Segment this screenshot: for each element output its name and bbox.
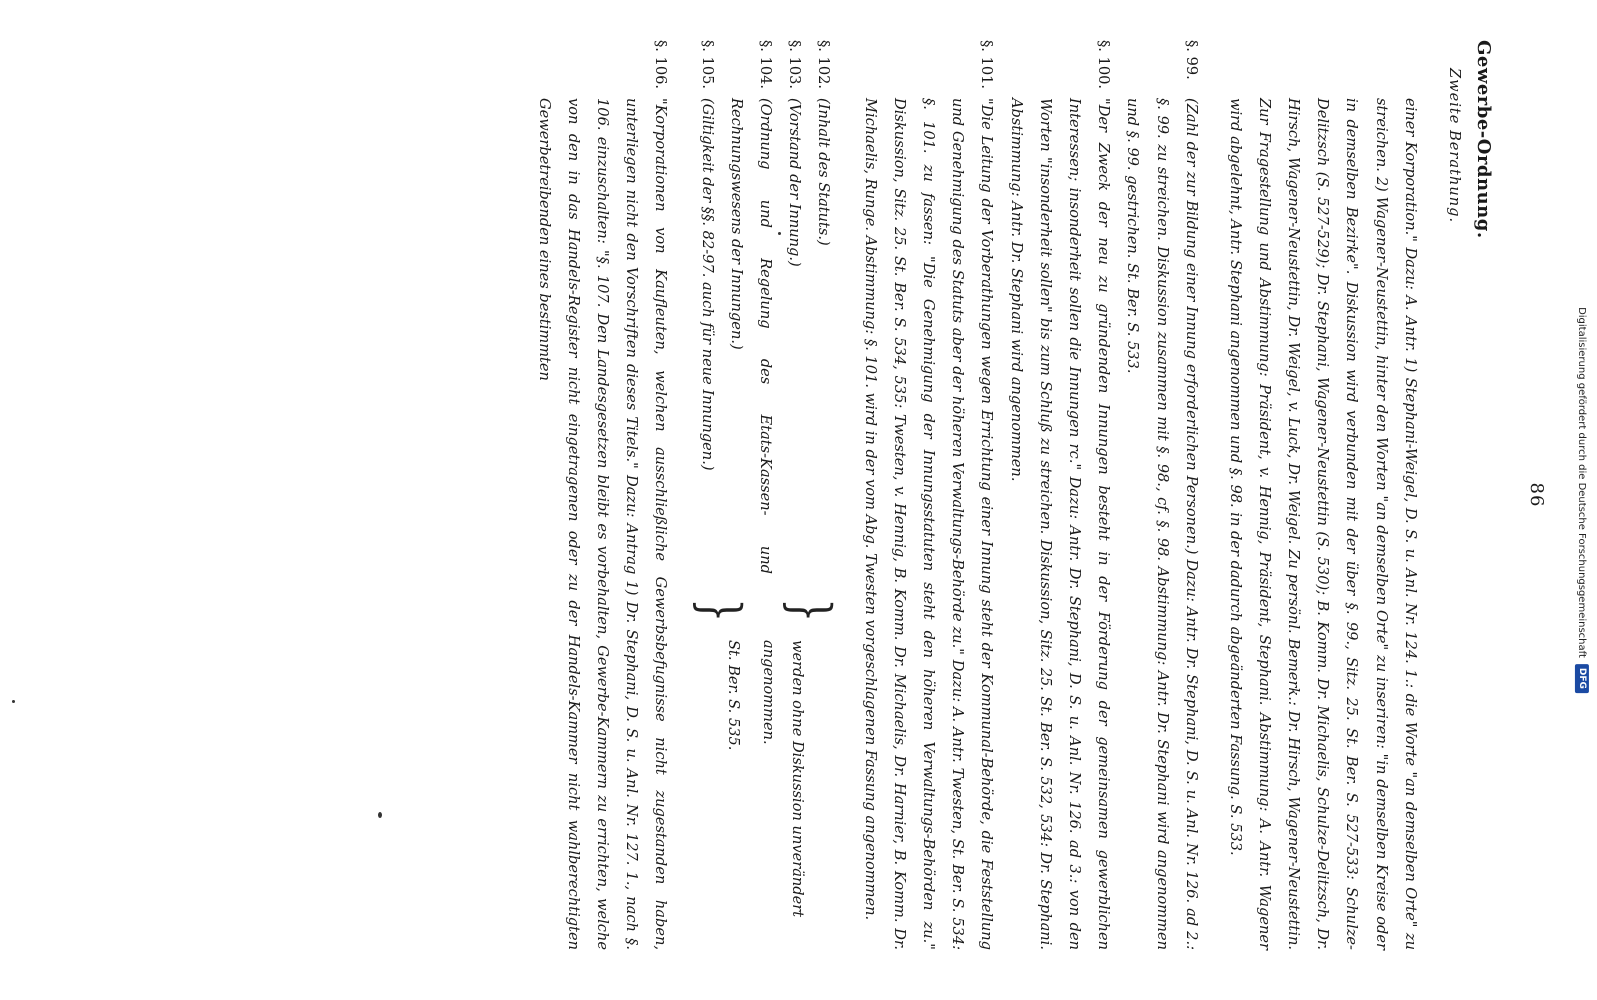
section-title: Gewerbe-Ordnung. [1472,40,1494,239]
grouped-reference: St. Ber. S. 535. [724,640,742,751]
scan-speck [778,232,781,235]
paragraph-100 [1001,40,1118,950]
paragraph-number: §. 100. [1094,40,1112,90]
brace-glyph: } [688,597,752,623]
grouped-description-line: werden ohne Diskussion unverändert [788,640,806,918]
paragraph-number: §. 99. [1182,40,1200,80]
paragraph-105 [692,40,721,580]
paragraph-text: (Zahl der zur Bildung einer Innung erforderlichen Personen.) Dazu: Antr. Dr. Stephani, D. S. u. Anl. Nr. 126. ad 2.: §. 99. zu streichen. Diskussion zusammen mit §. 98., cf. §. 98. Abstimmung: Antr. Dr. Stephani wird angenommen und §. 99. gestrichen. St. Ber. S. 533. [1123,98,1200,950]
paragraph-number: §. 102. [814,40,832,90]
digitization-notice-text: Digitalisierung gefördert durch die Deutsche Forschungsgemeinschaft [1576,307,1588,658]
intro-paragraph: einer Korporation." Dazu: A. Antr. 1) Stephani-Weigel, D. S. u. Anl. Nr. 124. 1.: die Worte "an demselben Orte" zu streichen. 2) Wagener-Neustettin, hinter den Worten "an demselben Orte" zu inseriren: "in demselben Kreise oder in demselben Bezirke". Diskussion wird verbunden mit der über §. 99., Sitz. 25. St. Ber. S. 527-533: Schulze-Delitzsch (S. 527-529); Dr. Stephani, Wagener-Neustettin (S. 530); B. Komm. Dr. Michaelis, Schulze-Delitzsch, Dr. Hirsch, Wagener-Neustettin, Dr. Weigel, v. Luck, Dr. Weigel. Zu persönl. Bemerk.: Dr. Hirsch, Wagener-Neustettin. Zur Fragestellung und Abstimmung: Präsident, v. Hennig, Präsident, Stephani. Abstimmung: A. Antr. Wagener wird abgelehnt, Antr. Stephani angenommen und §. 98. in der dadurch abgeänderten Fassung. S. 533. [1226,98,1419,950]
paragraph-text: "Korporationen von Kaufleuten, welchen ausschließliche Gewerbsbefugnisse nicht zugestanden haben, unterliegen nicht den Vorschriften dieses Titels." Dazu: Antrag 1) Dr. Stephani, D. S. u. Anl. Nr. 127. 1., nach §. 106. einzuschalten: "§. 107. Den Landesgesetzen bleibt es vorbehalten, Gewerbe-Kammern zu errichten, welche von den in das Handels-Register nicht eingetragenen oder zu der Handels-Kammer nicht wahlberechtigten Gewerbetreibenden eines bestimmten [535,98,669,950]
paragraph-text: (Vorstand der Innung.) [785,98,803,267]
scan-speck [378,812,382,818]
brace-glyph: } [778,597,842,623]
paragraph-number: §. 103. [785,40,803,90]
curly-brace [675,580,855,640]
page-number: 86 [1525,482,1547,508]
paragraph-number: §. 106. [651,40,669,90]
paragraph-number: §. 105. [698,40,716,90]
grouped-items [692,40,838,580]
grouped-description [718,640,812,950]
paragraph-text: "Die Leitung der Vorberathungen wegen Errichtung einer Innung steht der Kommunal-Behörde, die Feststellung und Genehmigung des Statuts aber der höheren Verwaltungs-Behörde zu." Dazu: A. Antr. Twesten, St. Ber. S. 534: §. 101. zu fassen: "Die Genehmigung der Innungsstatuten steht den höheren Verwaltungs-Behörden zu." Diskussion, Sitz. 25. St. Ber. S. 534, 535: Twesten, v. Hennig, B. Komm. Dr. Michaelis, Dr. Harnier, B. Komm. Dr. Michaelis, Runge. Abstimmung: §. 101. wird in der vom Abg. Twesten vorgeschlagenen Fassung angenommen. [861,98,995,950]
scan-speck [12,700,15,703]
paragraph-106 [529,40,675,950]
paragraph-number: §. 101. [977,40,995,90]
paragraph-text: "Der Zweck der neu zu gründenden Innungen besteht in der Förderung der gemeinsamen gewerblichen Interessen; insonderheit sollen die Innungen rc." Dazu: Antr. Dr. Stephani, D. S. u. Anl. Nr. 126. ad 3.: von den Worten "insonderheit sollen" bis zum Schluß zu streichen. Diskussion, Sitz. 25. St. Ber. S. 532, 534: Dr. Stephani. Abstimmung: Antr. Dr. Stephani wird angenommen. [1007,98,1112,950]
paragraph-number: §. 104. [756,40,774,90]
paragraph-text: (Giltigkeit der §§. 82-97. auch für neue Innungen.) [698,98,716,471]
paragraph-103 [779,40,808,580]
digitization-notice-inner [1575,307,1589,693]
scanned-page [19,10,1579,990]
grouped-paragraphs [675,40,855,950]
dfg-logo: DFG [1575,664,1589,693]
digitization-notice [1567,0,1597,1000]
grouped-description-line: angenommen. [759,640,777,745]
paragraph-101 [855,40,1001,950]
paragraph-text: (Ordnung und Regelung des Etats-Kassen- und Rechnungswesens der Innungen.) [727,98,774,574]
page-content [529,40,1551,950]
section-subtitle: Zweite Berathung. [1445,68,1463,224]
paragraph-text: (Inhalt des Statuts.) [814,98,832,246]
paragraph-99 [1118,40,1206,950]
paragraph-104 [721,40,779,580]
paragraph-102 [809,40,838,580]
